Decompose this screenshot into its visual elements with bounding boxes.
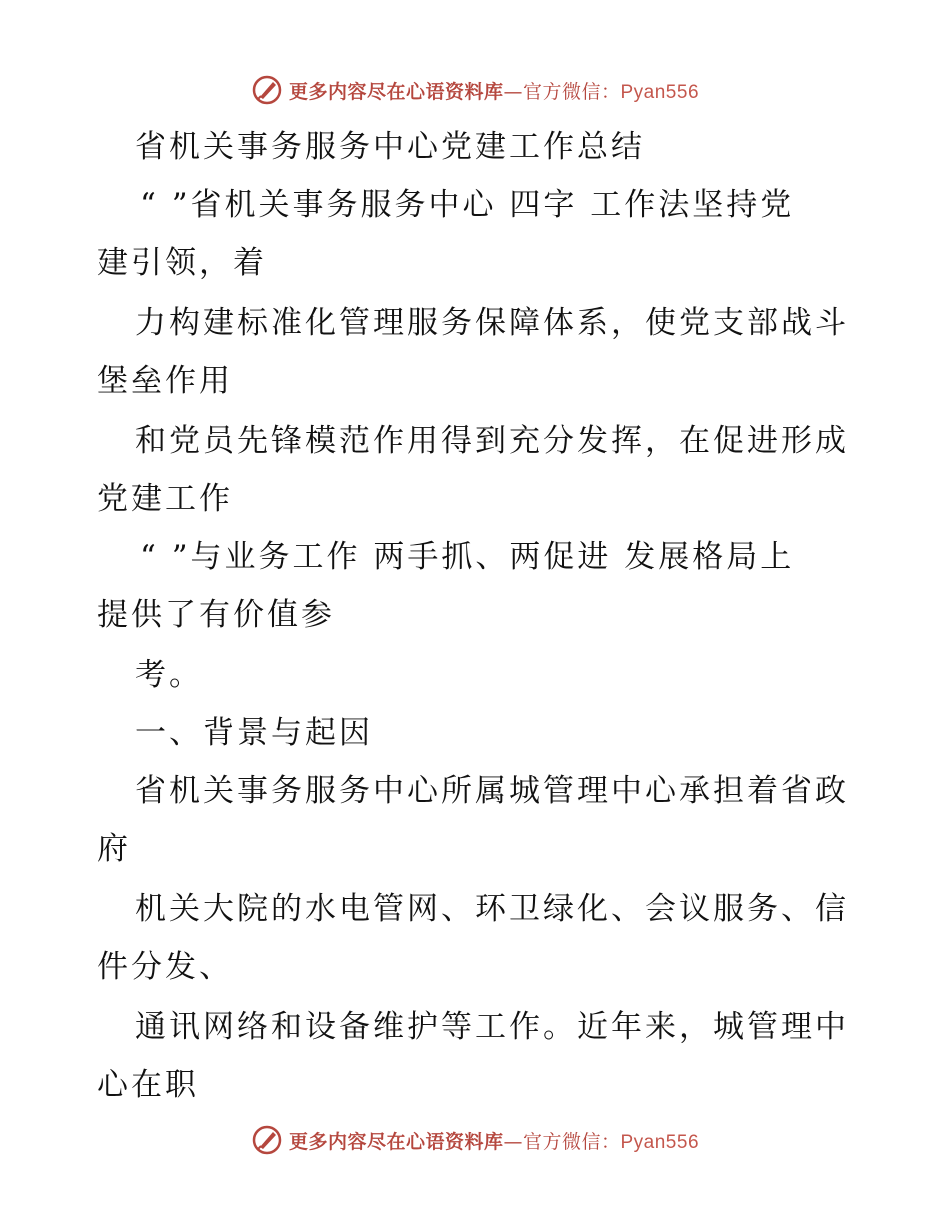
quill-logo-icon bbox=[251, 74, 283, 106]
paragraph-line: 提供了有价值参 bbox=[97, 597, 335, 633]
paragraph-line: 建引领，着 bbox=[97, 245, 267, 281]
document-title: 省机关事务服务中心党建工作总结 bbox=[135, 129, 645, 165]
paragraph-line: 堡垒作用 bbox=[97, 363, 233, 399]
paragraph-line: 考。 bbox=[135, 657, 203, 693]
quill-logo-icon bbox=[251, 1124, 283, 1156]
footer-watermark bbox=[0, 1122, 950, 1158]
paragraph-line: 党建工作 bbox=[97, 481, 233, 517]
paragraph-line: “ ”与业务工作 两手抓、两促进 发展格局上 bbox=[140, 539, 795, 575]
paragraph-line: “ ”省机关事务服务中心 四字 工作法坚持党 bbox=[140, 187, 795, 223]
watermark-text: 更多内容尽在心语资料库—官方微信：Pyan556 bbox=[288, 1130, 700, 1153]
section-heading: 一、背景与起因 bbox=[135, 715, 373, 751]
paragraph-line: 心在职 bbox=[97, 1067, 199, 1103]
paragraph-line: 机关大院的水电管网、环卫绿化、会议服务、信 bbox=[135, 891, 849, 927]
paragraph-line: 府 bbox=[97, 831, 131, 867]
paragraph-line: 省机关事务服务中心所属城管理中心承担着省政 bbox=[135, 773, 849, 809]
watermark-text: 更多内容尽在心语资料库—官方微信：Pyan556 bbox=[288, 80, 700, 103]
paragraph-line: 力构建标准化管理服务保障体系，使党支部战斗 bbox=[135, 305, 849, 341]
paragraph-line: 和党员先锋模范作用得到充分发挥，在促进形成 bbox=[135, 423, 849, 459]
header-watermark bbox=[0, 72, 950, 108]
paragraph-line: 通讯网络和设备维护等工作。近年来，城管理中 bbox=[135, 1009, 849, 1045]
paragraph-line: 件分发、 bbox=[97, 949, 233, 985]
